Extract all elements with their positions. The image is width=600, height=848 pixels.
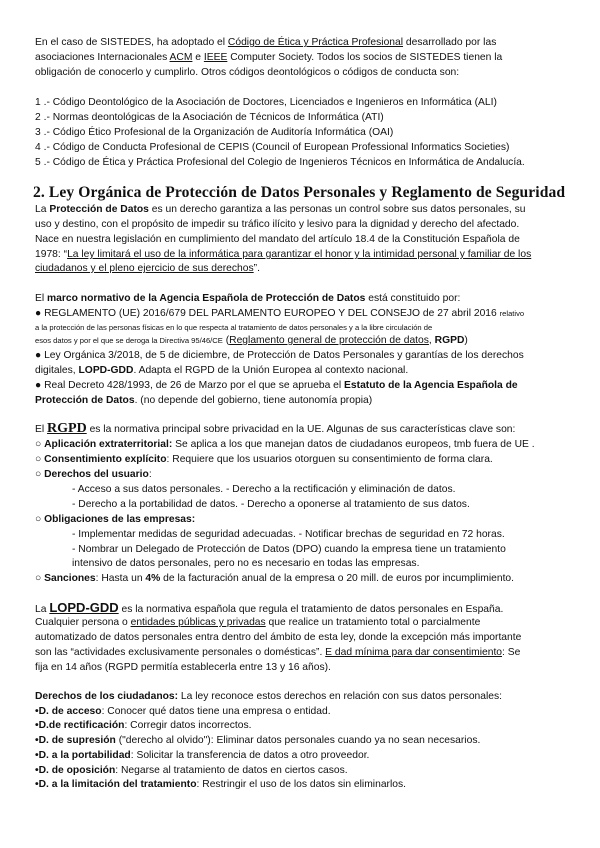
right-name: •D.de rectificación	[35, 720, 125, 731]
intro-line-1	[35, 36, 496, 49]
bold-term: Derechos de los ciudadanos:	[35, 691, 179, 702]
lopd-line-3: automatizado de datos personales entra dentro del ámbito de esta ley, donde la excepción más importante	[35, 632, 522, 643]
quote-text: La ley limitará el uso de la informática para garantizar el honor y la intimidad personal y familiar de los	[67, 249, 532, 260]
bold-term: Derechos del usuario	[44, 469, 149, 480]
code-item-3: 3 .- Código Ético Profesional de la Organización de Auditoría Informática (OAI)	[35, 127, 394, 138]
text: que realice un tratamiento total o parcialmente	[265, 617, 481, 628]
right-item-limitation	[35, 778, 406, 791]
text: La	[35, 204, 50, 215]
text: 1978: “	[35, 249, 68, 260]
text: ,	[428, 335, 435, 346]
rgpd-heading-term: RGPD	[47, 421, 87, 436]
text: asociaciones Internacionales	[35, 52, 170, 63]
bold-term: Protección de Datos	[35, 395, 135, 406]
rgpd-link[interactable]: Reglamento general de protección de datos	[229, 335, 429, 346]
code-item-2: 2 .- Normas deontológicas de la Asociación de Técnicos de Informática (ATI)	[35, 112, 384, 123]
circle-bullet: ○	[35, 469, 45, 480]
section-heading: 2. Ley Orgánica de Protección de Datos Personales y Reglamento de Seguridad	[33, 184, 566, 201]
lopd-heading-term: LOPD-GDD	[49, 600, 119, 615]
bold-term: 4%	[145, 573, 161, 584]
text: digitales,	[35, 365, 79, 376]
rgpd-item-extraterritorial	[35, 438, 535, 451]
right-item-rectification	[35, 719, 252, 732]
acm-link[interactable]: ACM	[169, 52, 193, 63]
text: : Hasta un	[95, 573, 146, 584]
right-item-deletion	[35, 734, 480, 747]
rgpd-item-obligations	[35, 513, 195, 526]
right-item-portability	[35, 749, 369, 762]
quote-text: ciudadanos y el pleno ejercicio de sus derechos	[35, 263, 254, 274]
text: :	[148, 469, 152, 480]
text: es la normativa española que regula el tratamiento de datos personales en España.	[118, 604, 504, 615]
marco-line-1	[35, 292, 460, 305]
bold-term: RGPD	[434, 335, 465, 346]
marco-bullet-2-line-2	[35, 364, 408, 377]
text: El	[35, 424, 48, 435]
text: ”.	[253, 263, 260, 274]
right-name: •D. de supresión	[35, 735, 116, 746]
bold-term: LOPD-GDD	[78, 365, 134, 376]
right-desc: : Solicitar la transferencia de datos a otro proveedor.	[130, 750, 370, 761]
text: desarrollado por las	[403, 37, 497, 48]
section2-line-3: Nace en nuestra legislación en cumplimiento del mandato del artículo 18.4 de la Constitución Española de	[35, 234, 520, 245]
text: En el caso de SISTEDES, ha adoptado el	[35, 37, 228, 48]
circle-bullet: ○	[35, 439, 45, 450]
text: es un derecho garantiza a las personas un control sobre sus datos personales, su	[148, 204, 526, 215]
lopd-line-2	[35, 616, 480, 629]
intro-line-2	[35, 51, 502, 64]
text: La ley reconoce estos derechos en relación con sus datos personales:	[178, 691, 503, 702]
rgpd-obligations-line-3: intensivo de datos personales, pero no es necesario en todas las empresas.	[72, 558, 420, 569]
marco-bullet-1-line-2: a la protección de las personas físicas en lo que respecta al tratamiento de datos personales y a la libre circulación de	[35, 323, 433, 332]
section2-line-4	[35, 248, 531, 261]
bold-term: Sanciones	[44, 573, 96, 584]
right-desc: : Conocer qué datos tiene una empresa o entidad.	[101, 706, 331, 717]
right-desc: : Corregir datos incorrectos.	[124, 720, 252, 731]
text: e	[192, 52, 204, 63]
rgpd-rights-line-1: - Acceso a sus datos personales. - Derecho a la rectificación y eliminación de datos.	[72, 484, 456, 495]
bold-term: Aplicación extraterritorial:	[44, 439, 173, 450]
text: esos datos y por el que se deroga la Directiva 95/46/CE	[35, 336, 223, 345]
text: Cualquier persona o	[35, 617, 131, 628]
text: relativo	[499, 309, 525, 318]
code-ethics-link[interactable]: Código de Ética y Práctica Profesional	[227, 37, 404, 48]
text: : Se	[502, 647, 521, 658]
right-desc: : Negarse al tratamiento de datos en ciertos casos.	[115, 765, 348, 776]
rgpd-rights-line-2: - Derecho a la portabilidad de datos. - Derecho a oponerse al tratamiento de sus datos.	[72, 499, 470, 510]
bold-term: Estatuto de la Agencia Española de	[344, 380, 518, 391]
right-item-access	[35, 705, 331, 718]
intro-line-3: obligación de conocerlo y cumplirlo. Otros códigos deontológicos o códigos de conducta son:	[35, 67, 460, 78]
text: de la facturación anual de la empresa o 20 mill. de euros por incumplimiento.	[160, 573, 515, 584]
section2-line-1	[35, 203, 526, 216]
marco-bullet-1-line-3	[35, 334, 468, 347]
marco-bullet-2-line-1: ● Ley Orgánica 3/2018, de 5 de diciembre, de Protección de Datos Personales y garantías de los derechos	[35, 350, 524, 361]
bold-term: Obligaciones de las empresas:	[44, 514, 196, 525]
text: Se aplica a los que manejan datos de ciudadanos europeos, tmb fuera de UE .	[172, 439, 535, 450]
circle-bullet: ○	[35, 573, 45, 584]
lopd-line-5: fija en 14 años (RGPD permitía establecerla entre 13 y 16 años).	[35, 662, 331, 673]
code-item-1: 1 .- Código Deontológico de la Asociación de Doctores, Licenciados e Ingenieros en Informática (ALI)	[35, 97, 497, 108]
circle-bullet: ○	[35, 454, 45, 465]
code-item-5: 5 .- Código de Ética y Práctica Profesional del Colegio de Ingenieros Técnicos en Informática de Andalucía.	[35, 157, 525, 168]
text: ● Real Decreto 428/1993, de 26 de Marzo por el que se aprueba el	[35, 380, 345, 391]
code-item-4: 4 .- Código de Conducta Profesional de CEPIS (Council of European Professional Informatics Societies)	[35, 142, 510, 153]
rgpd-item-sanctions	[35, 572, 514, 585]
rgpd-item-rights	[35, 468, 152, 481]
text: La	[35, 604, 50, 615]
min-age-link[interactable]: E dad mínima para dar consentimiento	[325, 647, 503, 658]
rgpd-obligations-line-1: - Implementar medidas de seguridad adecuadas. - Notificar brechas de seguridad en 72 horas.	[72, 529, 505, 540]
ieee-link[interactable]: IEEE	[203, 52, 228, 63]
text: (	[222, 335, 230, 346]
rgpd-obligations-line-2: - Nombrar un Delegado de Protección de Datos (DPO) cuando la empresa tiene un tratamiento	[72, 544, 506, 555]
lopd-line-1	[35, 601, 503, 616]
text: es la normativa principal sobre privacidad en la UE. Algunas de sus características clave son:	[86, 424, 516, 435]
text: . (no depende del gobierno, tiene autonomía propia)	[134, 395, 373, 406]
right-name: •D. a la limitación del tratamiento	[35, 779, 197, 790]
right-name: •D. a la portabilidad	[35, 750, 131, 761]
bold-term: marco normativo de la Agencia Española de Protección de Datos	[47, 293, 366, 304]
right-item-opposition	[35, 764, 348, 777]
right-name: •D. de acceso	[35, 706, 102, 717]
right-desc: : Restringir el uso de los datos sin eliminarlos.	[196, 779, 406, 790]
section2-line-2: uso y destino, con el propósito de impedir su tráfico ilícito y lesivo para la dignidad y derecho del afectado.	[35, 219, 520, 230]
right-name: •D. de oposición	[35, 765, 116, 776]
text: son las “actividades exclusivamente personales o domésticas”.	[35, 647, 326, 658]
right-desc: ("derecho al olvido"): Eliminar datos personales cuando ya no sean necesarios.	[115, 735, 481, 746]
bold-term: Protección de Datos	[49, 204, 149, 215]
text: está constituido por:	[365, 293, 461, 304]
marco-bullet-3-line-2	[35, 394, 372, 407]
section2-line-5	[35, 262, 260, 275]
marco-bullet-1-line-1	[35, 307, 524, 320]
entities-link[interactable]: entidades públicas y privadas	[130, 617, 266, 628]
rgpd-item-consent	[35, 453, 493, 466]
circle-bullet: ○	[35, 514, 45, 525]
rights-heading-line	[35, 690, 502, 703]
text: Computer Society. Todos los socios de SISTEDES tienen la	[227, 52, 503, 63]
bold-term: Consentimiento explícito	[44, 454, 167, 465]
text: )	[464, 335, 468, 346]
rgpd-line-1	[35, 422, 515, 436]
marco-bullet-3-line-1	[35, 379, 518, 392]
text: El	[35, 293, 48, 304]
text: . Adapta el RGPD de la Unión Europea al contexto nacional.	[133, 365, 409, 376]
text: ● REGLAMENTO (UE) 2016/679 DEL PARLAMENTO EUROPEO Y DEL CONSEJO de 27 abril 2016	[35, 308, 500, 319]
text: : Requiere que los usuarios otorguen su consentimiento de forma clara.	[166, 454, 493, 465]
lopd-line-4	[35, 646, 520, 659]
